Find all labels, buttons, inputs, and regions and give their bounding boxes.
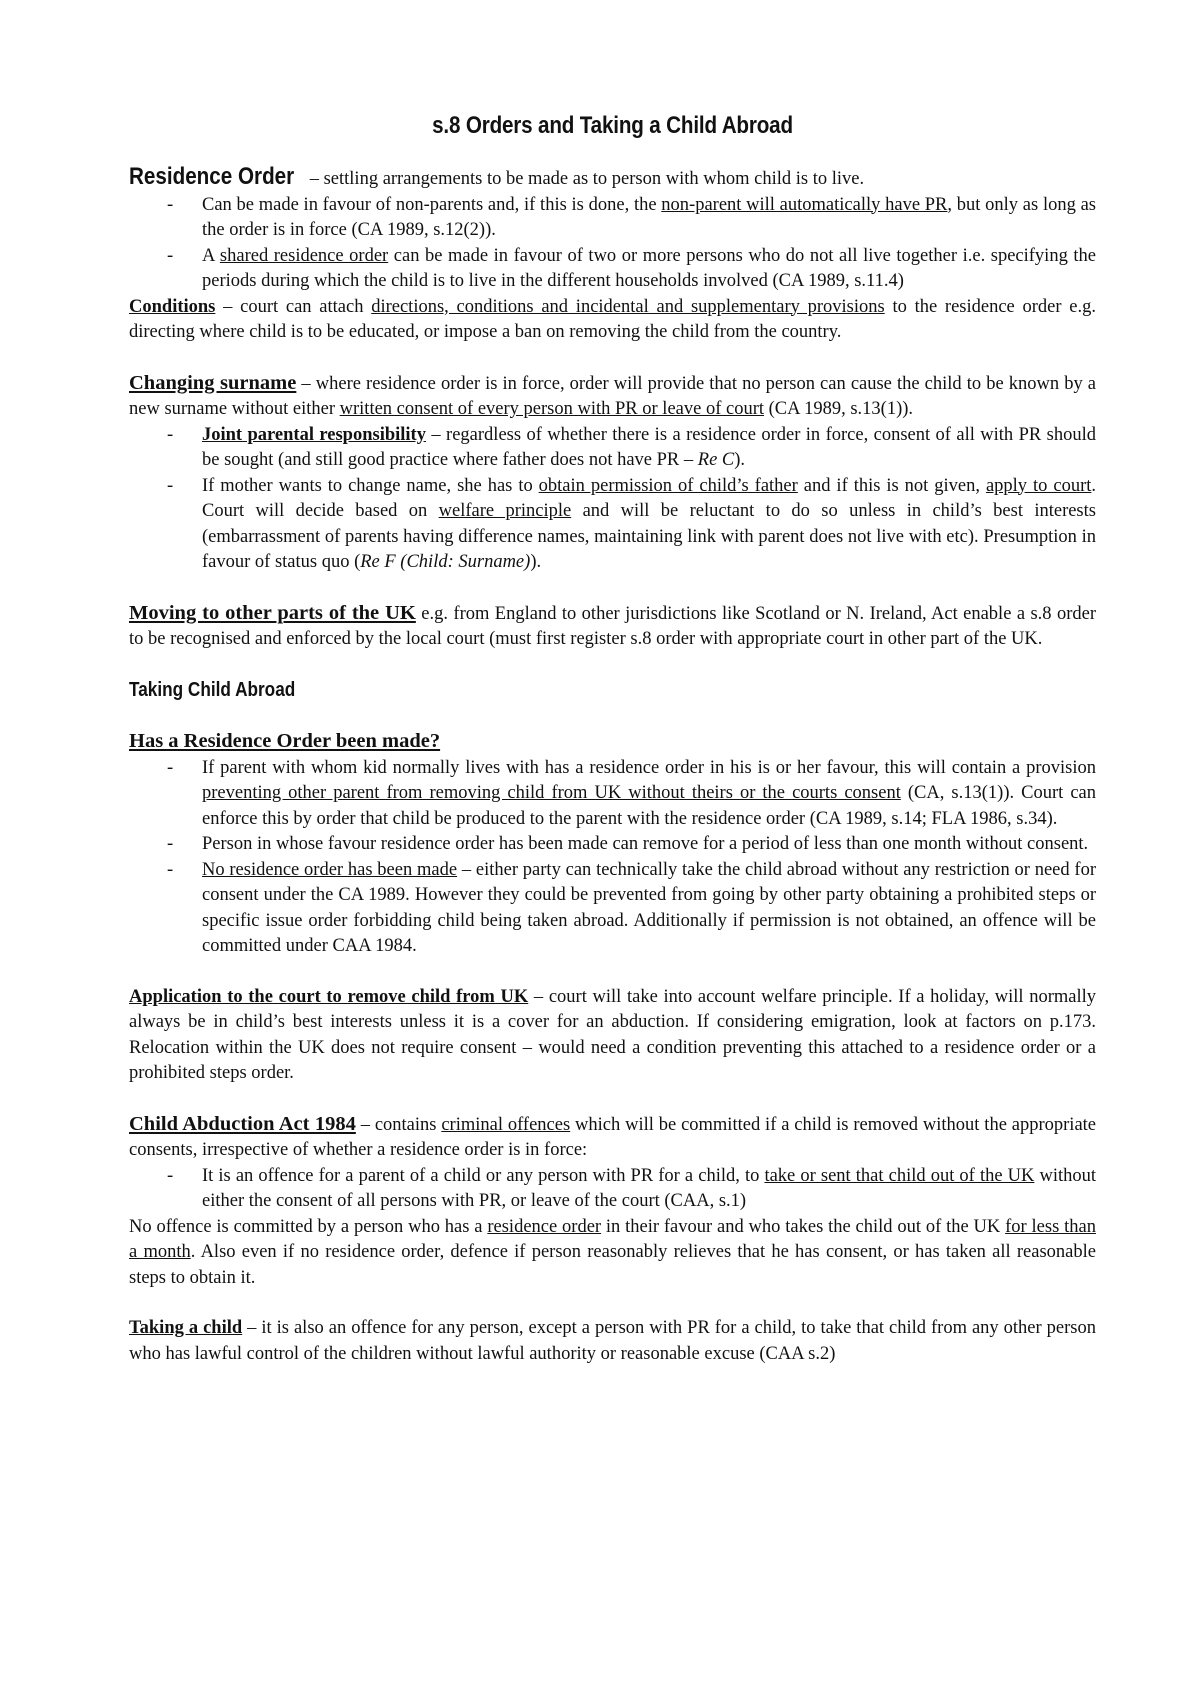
list-item: - No residence order has been made – either party can technically take the child abroad without any restriction or need for consent under the CA 1989. However they could be prevented from going by other party obtaining a prohibited steps or specific issue order forbidding child being taken abroad. Additionally if permission is not obtained, an offence will be committed under CAA 1984. (129, 858, 1096, 960)
child-abduction-paragraph: Child Abduction Act 1984 – contains criminal offences which will be committed if a child is removed without the appropriate consents, irrespective of whether a residence order is in force: (129, 1112, 1097, 1160)
changing-surname-section (129, 371, 1096, 576)
list-item: - It is an offence for a parent of a child or any person with PR for a child, to take or sent that child out of the UK without either the consent of all persons with PR, or leave of the court (CAA, s.1) (129, 1164, 1096, 1215)
taking-a-child-paragraph: Taking a child – it is also an offence for any person, except a person with PR for a child, to take that child from any other person who has lawful control of the children without lawful authority or reasonable excuse (CAA s.2) (129, 1318, 1096, 1364)
residence-made-heading: Has a Residence Order been made? (129, 730, 441, 752)
moving-uk-heading: Moving to other parts of the UK (129, 601, 416, 624)
taking-a-child-label: Taking a child (129, 1318, 243, 1338)
child-abduction-heading: Child Abduction Act 1984 (129, 1112, 356, 1135)
residence-order-intro: Residence Order – settling arrangements to be made as to person with whom child is to live. (129, 163, 865, 190)
child-abduction-section (129, 1112, 1096, 1292)
page-title: s.8 Orders and Taking a Child Abroad (432, 112, 793, 139)
changing-surname-paragraph: Changing surname – where residence order is in force, order will provide that no person can cause the child to be known by a new surname without either written consent of every person with PR or leave of court (CA 1989, s.13(1)). (129, 371, 1096, 419)
list-item: - A shared residence order can be made in favour of two or more persons who do not all live together i.e. specifying the periods during which the child is to live in the different households involved (CA 1989, s.11.4) (129, 244, 1096, 295)
application-label: Application to the court to remove child from UK (129, 986, 529, 1007)
taking-child-abroad-heading-line (129, 678, 1096, 705)
application-paragraph: Application to the court to remove child from UK – court will take into account welfare principle. If a holiday, will normally always be in child’s best interests unless it is a cover for an abduction. If considering emigration, look at factors on p.173. Relocation within the UK does not require consent – would need a condition preventing this attached to a residence order or a prohibited steps order. (129, 986, 1096, 1083)
residence-order-section (129, 164, 1096, 346)
moving-uk-paragraph: Moving to other parts of the UK e.g. from England to other jurisdictions like Scotland or N. Ireland, Act enable a s.8 order to be recognised and enforced by the local court (must first register s.8 order with appropriate court in other part of the UK. (129, 601, 1096, 649)
child-abduction-list (129, 1164, 1096, 1215)
list-item: - Person in whose favour residence order has been made can remove for a period of less than one month without consent. (129, 832, 1096, 858)
list-item: - If parent with whom kid normally lives with has a residence order in his is or her favour, this will contain a provision preventing other parent from removing child from UK without theirs or the courts consent (CA, s.13(1)). Court can enforce this by order that child be produced to the parent with the residence order (CA 1989, s.14; FLA 1986, s.34). (129, 756, 1096, 833)
list-item: - Can be made in favour of non-parents and, if this is done, the non-parent will automatically have PR, but only as long as the order is in force (CA 1989, s.12(2)). (129, 193, 1096, 244)
changing-surname-list (129, 423, 1096, 576)
no-offence-paragraph: No offence is committed by a person who has a residence order in their favour and who takes the child out of the UK for less than a month. Also even if no residence order, defence if person reasonably relieves that he has consent, or has taken all reasonable steps to obtain it. (129, 1216, 1096, 1288)
list-item: - If mother wants to change name, she has to obtain permission of child’s father and if this is not given, apply to court. Court will decide based on welfare principle and will be reluctant to do so unless in child’s best interests (embarrassment of parents having difference names, maintaining link with parent does not live with etc). Presumption in favour of status quo (Re F (Child: Surname)). (129, 474, 1096, 576)
changing-surname-heading: Changing surname (129, 371, 297, 394)
residence-order-heading: Residence Order (129, 163, 295, 190)
conditions-label: Conditions (129, 296, 216, 317)
abroad-list (129, 756, 1096, 960)
taking-child-abroad-heading: Taking Child Abroad (129, 678, 296, 701)
list-item: - Joint parental responsibility – regardless of whether there is a residence order in force, consent of all with PR should be sought (and still good practice where father does not have PR – Re C). (129, 423, 1096, 474)
taking-child-abroad-section (129, 678, 1096, 960)
residence-made-heading-line (129, 729, 1096, 756)
residence-order-list (129, 193, 1096, 295)
conditions-paragraph: Conditions – court can attach directions, conditions and incidental and supplementary provisions to the residence order e.g. directing where child is to be educated, or impose a ban on removing the child from the country. (129, 296, 1096, 342)
